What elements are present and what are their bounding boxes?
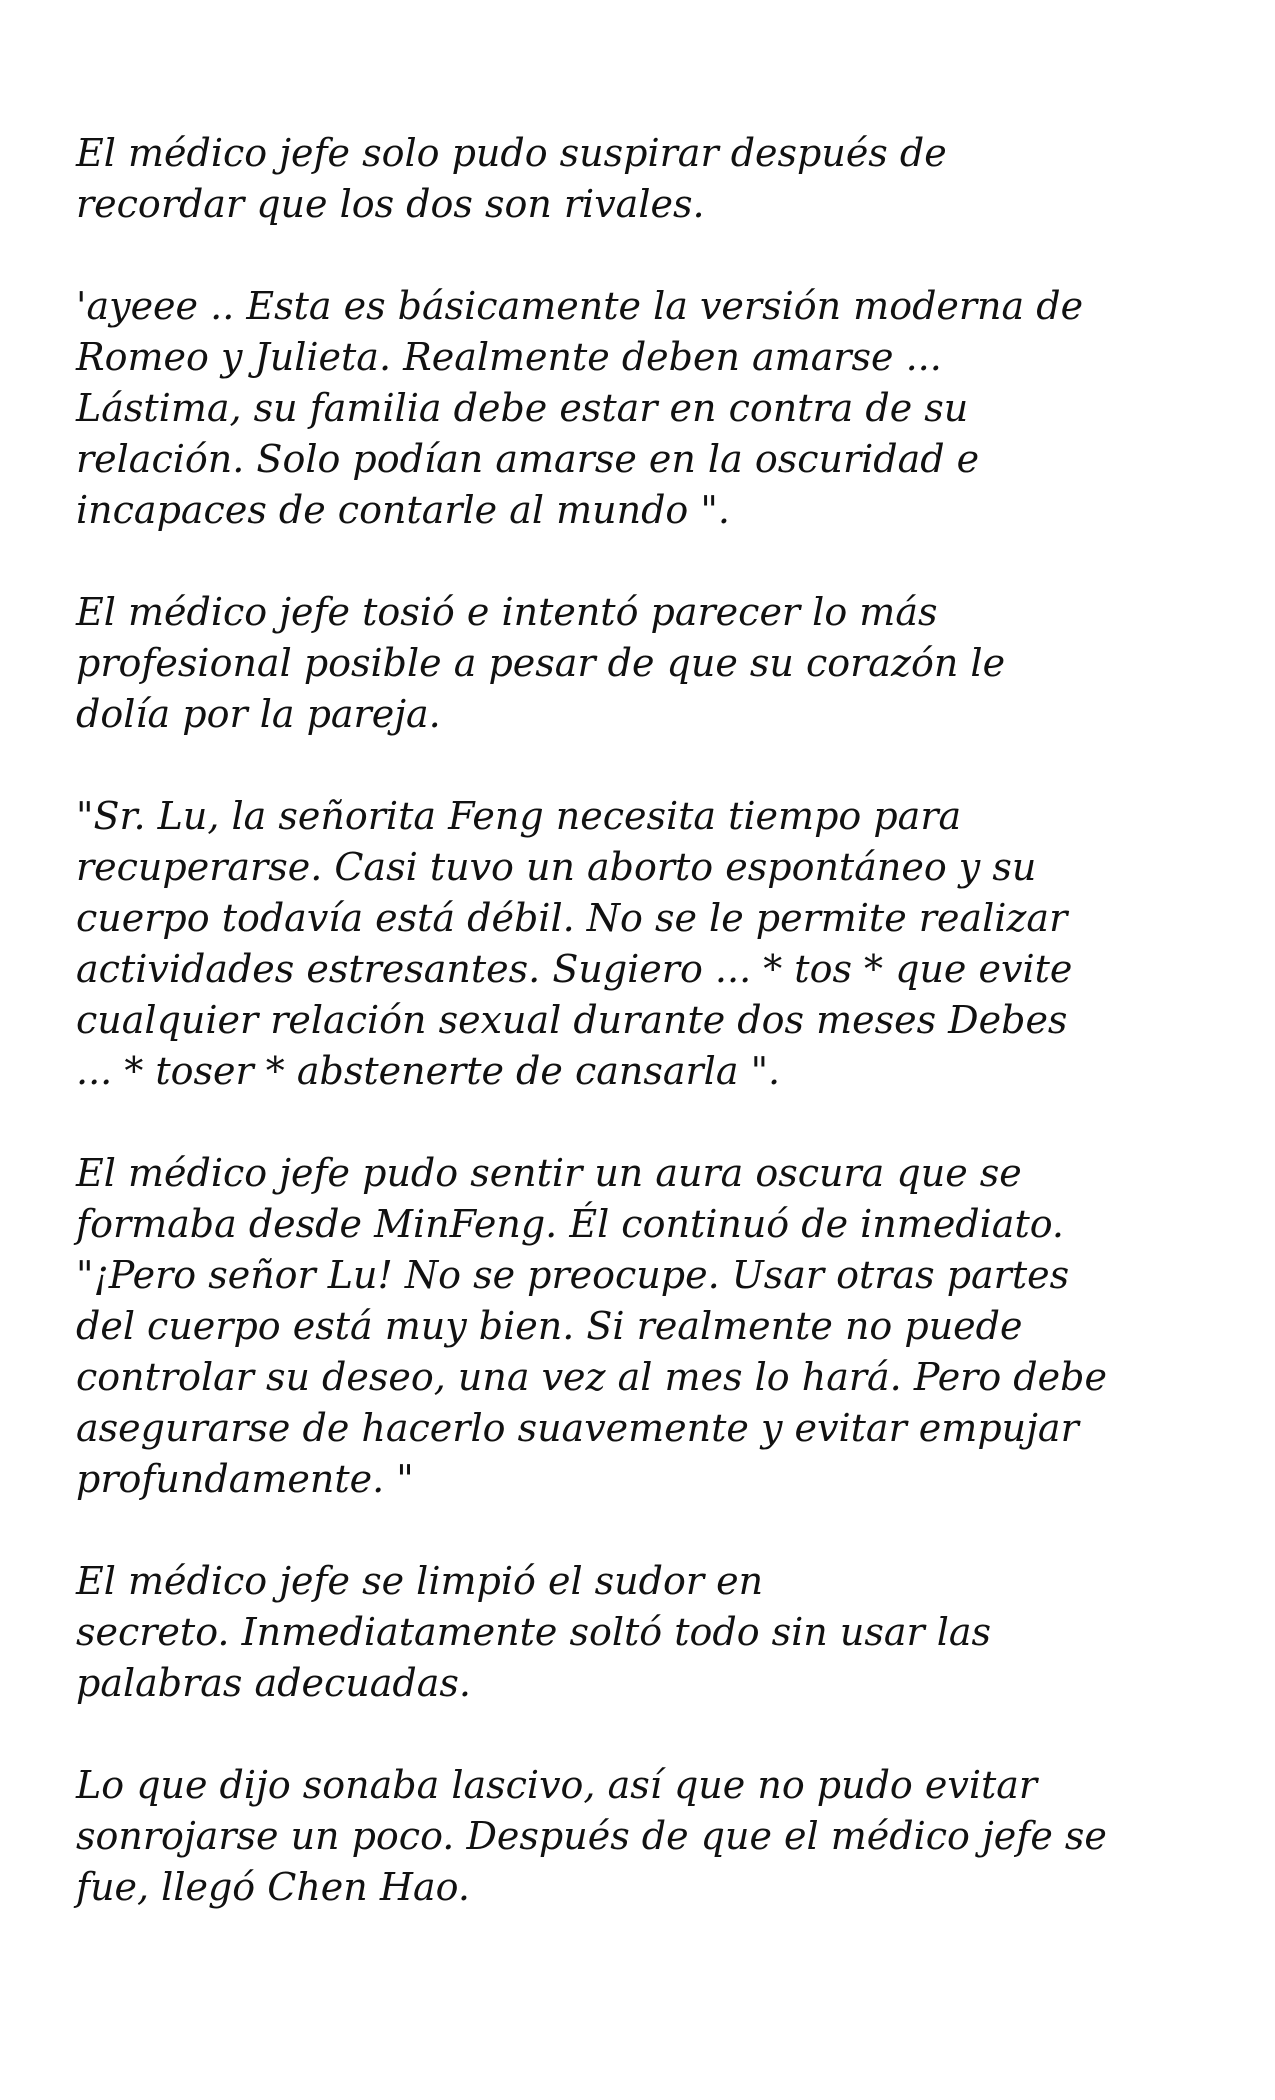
text-line: actividades estresantes. Sugiero ... * tos * que evite — [76, 947, 1073, 991]
text-line: Romeo y Julieta. Realmente deben amarse ... — [76, 335, 942, 379]
text-line: El médico jefe tosió e intentó parecer lo más — [76, 590, 938, 634]
paragraph-1 — [76, 128, 1226, 230]
document-page — [76, 128, 1226, 1964]
text-line: recuperarse. Casi tuvo un aborto espontáneo y su — [76, 845, 1037, 889]
text-line: asegurarse de hacerlo suavemente y evitar empujar — [76, 1406, 1079, 1450]
text-line: del cuerpo está muy bien. Si realmente no puede — [76, 1304, 1023, 1348]
paragraph-7 — [76, 1760, 1226, 1913]
text-line: controlar su deseo, una vez al mes lo hará. Pero debe — [76, 1355, 1107, 1399]
paragraph-4 — [76, 791, 1226, 1097]
paragraph-3 — [76, 587, 1226, 740]
text-line: incapaces de contarle al mundo ". — [76, 488, 730, 532]
text-line: recordar que los dos son rivales. — [76, 182, 705, 226]
text-line: "¡Pero señor Lu! No se preocupe. Usar otras partes — [76, 1253, 1070, 1297]
text-line: sonrojarse un poco. Después de que el médico jefe se — [76, 1814, 1107, 1858]
text-line: El médico jefe se limpió el sudor en — [76, 1559, 764, 1603]
text-line: cualquier relación sexual durante dos meses Debes — [76, 998, 1068, 1042]
text-line: cuerpo todavía está débil. No se le permite realizar — [76, 896, 1068, 940]
text-line: "Sr. Lu, la señorita Feng necesita tiempo para — [76, 794, 962, 838]
paragraph-2 — [76, 281, 1226, 536]
text-line: profesional posible a pesar de que su corazón le — [76, 641, 1006, 685]
text-line: fue, llegó Chen Hao. — [76, 1865, 470, 1909]
paragraph-5 — [76, 1148, 1226, 1505]
text-line: dolía por la pareja. — [76, 692, 441, 736]
text-line: El médico jefe solo pudo suspirar después de — [76, 131, 947, 175]
text-line: profundamente. " — [76, 1457, 414, 1501]
text-line: ... * toser * abstenerte de cansarla ". — [76, 1049, 781, 1093]
text-line: Lástima, su familia debe estar en contra de su — [76, 386, 969, 430]
text-line: El médico jefe pudo sentir un aura oscura que se — [76, 1151, 1022, 1195]
text-line: secreto. Inmediatamente soltó todo sin usar las — [76, 1610, 992, 1654]
text-line: relación. Solo podían amarse en la oscuridad e — [76, 437, 980, 481]
text-line: palabras adecuadas. — [76, 1661, 471, 1705]
text-line: formaba desde MinFeng. Él continuó de inmediato. — [76, 1202, 1064, 1246]
text-line: 'ayeee .. Esta es básicamente la versión moderna de — [76, 284, 1084, 328]
paragraph-6 — [76, 1556, 1226, 1709]
text-line: Lo que dijo sonaba lascivo, así que no pudo evitar — [76, 1763, 1038, 1807]
